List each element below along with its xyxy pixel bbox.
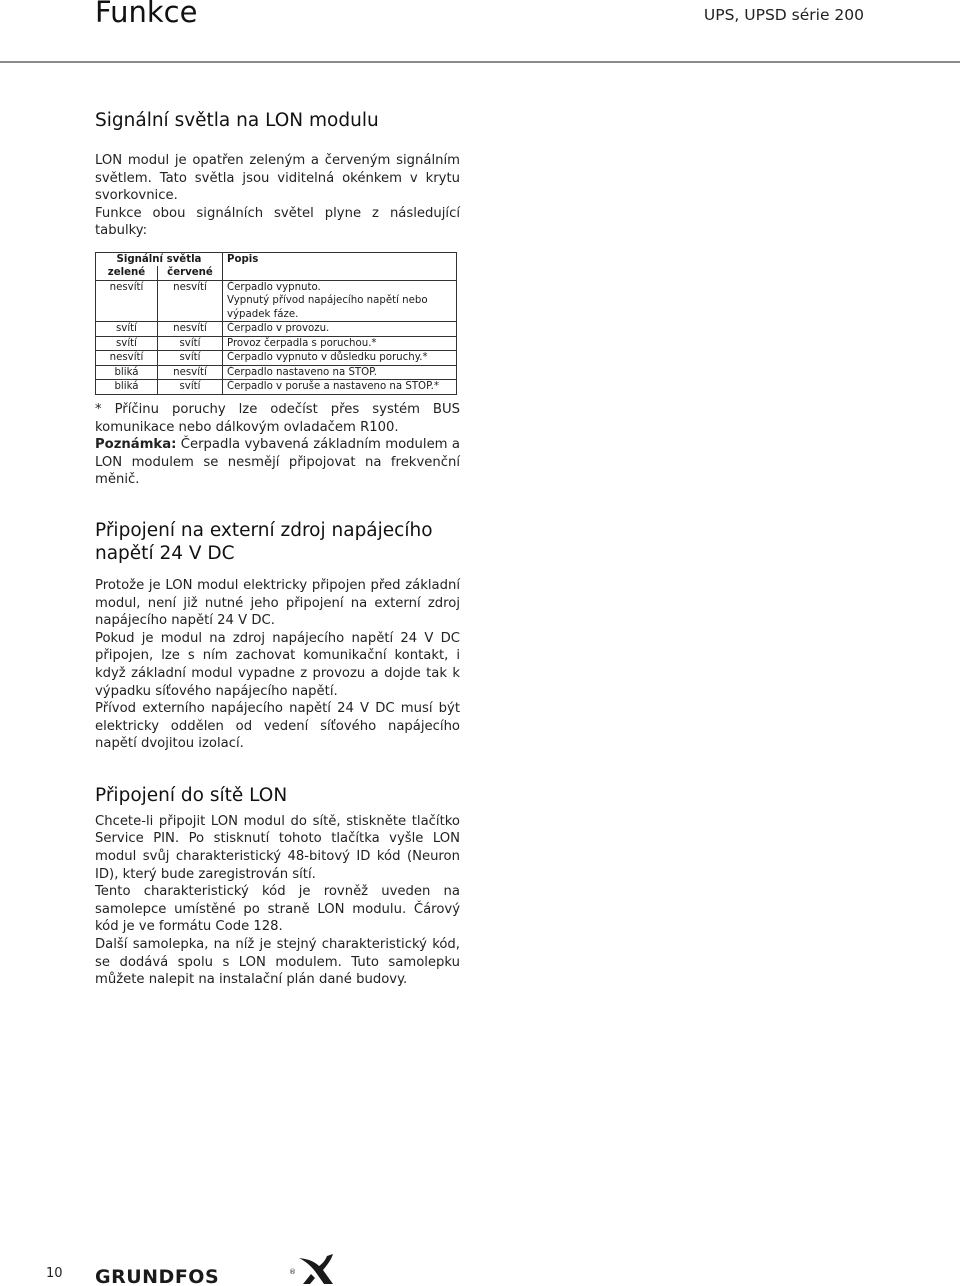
grundfos-logo: [95, 1250, 335, 1286]
section3-paragraph: Chcete-li připojit LON modul do sítě, stiskněte tlačítko Service PIN. Po stisknutí tohoto tlačítka vyšle LON modul svůj charakteristický 48-bitový ID kód (Neuron ID), který bude zaregistrován sítí.: [95, 813, 460, 882]
table-cell-green: svítí: [96, 322, 158, 337]
table-cell-description: Provoz čerpadla s poruchou.*: [223, 336, 457, 351]
table-header-green: zelené: [96, 266, 158, 280]
table-cell-red: svítí: [158, 336, 223, 351]
signal-lights-table: [95, 252, 457, 395]
table-row: [96, 365, 457, 380]
table-footnote: * Příčinu poruchy lze odečíst přes systém BUS komunikace nebo dálkovým ovladačem R100.: [95, 401, 460, 435]
grundfos-x-icon: [299, 1254, 333, 1284]
table-row: [96, 380, 457, 395]
table-cell-red: nesvítí: [158, 322, 223, 337]
section2-paragraph: Pokud je modul na zdroj napájecího napětí 24 V DC připojen, lze s ním zachovat komunikační kontakt, i když základní modul vypadne z provozu a dojde tak k výpadku síťového napájecího napětí.: [95, 630, 460, 699]
table-cell-green: bliká: [96, 365, 158, 380]
table-cell-description: Čerpadlo vypnuto v důsledku poruchy.*: [223, 351, 457, 366]
logo-registered-mark: ®: [289, 1268, 296, 1276]
note-label: Poznámka:: [95, 437, 177, 453]
note-text: Čerpadla vybavená základním modulem a LON modulem se nesmějí připojovat na frekvenční měnič.: [95, 437, 460, 488]
series-label: UPS, UPSD série 200: [703, 6, 864, 24]
section-title-external-supply: Připojení na externí zdroj napájecího napětí 24 V DC: [95, 519, 433, 564]
table-cell-description: Čerpadlo v provozu.: [223, 322, 457, 337]
main-content: [95, 106, 460, 989]
table-cell-red: svítí: [158, 351, 223, 366]
section-title-signal-lights: Signální světla na LON modulu: [95, 110, 379, 131]
table-cell-description: Čerpadlo vypnuto. Vypnutý přívod napájecího napětí nebo výpadek fáze.: [223, 280, 457, 322]
table-cell-red: svítí: [158, 380, 223, 395]
section1-paragraph: LON modul je opatřen zeleným a červeným signálním světlem. Tato světla jsou viditelná okénkem v krytu svorkovnice.: [95, 153, 460, 204]
page-number: 10: [46, 1266, 63, 1281]
table-row: [96, 280, 457, 322]
section-title-lon-network: Připojení do sítě LON: [95, 784, 288, 806]
page-title: Funkce: [95, 0, 198, 29]
table-cell-green: bliká: [96, 380, 158, 395]
table-header-signal-lights: Signální světla: [96, 252, 223, 266]
table-cell-description: Čerpadlo v poruše a nastaveno na STOP.*: [223, 380, 457, 395]
logo-text: GRUNDFOS: [95, 1266, 220, 1286]
section2-paragraph: Protože je LON modul elektricky připojen před základní modul, není již nutné jeho připojení na externí zdroj napájecího napětí 24 V DC.: [95, 577, 460, 629]
table-header-red: červené: [158, 266, 223, 280]
table-row: [96, 322, 457, 337]
section1-paragraph: Funkce obou signálních světel plyne z následující tabulky:: [95, 205, 460, 239]
table-row: [96, 336, 457, 351]
table-row: [96, 351, 457, 366]
section2-paragraph: Přívod externího napájecího napětí 24 V DC musí být elektricky oddělen od vedení síťového napájecího napětí dvojitou izolací.: [95, 701, 460, 752]
table-cell-red: nesvítí: [158, 365, 223, 380]
note: [95, 436, 460, 489]
header-divider: [0, 61, 960, 63]
table-cell-green: nesvítí: [96, 280, 158, 322]
table-cell-red: nesvítí: [158, 280, 223, 322]
table-cell-green: svítí: [96, 336, 158, 351]
table-header-description: Popis: [227, 253, 259, 265]
section3-paragraph: Tento charakteristický kód je rovněž uveden na samolepce umístěné po straně LON modulu. Čárový kód je ve formátu Code 128.: [95, 884, 460, 935]
section3-paragraph: Další samolepka, na níž je stejný charakteristický kód, se dodává spolu s LON modulem. Tuto samolepku můžete nalepit na instalační plán dané budovy.: [95, 937, 460, 988]
table-cell-green: nesvítí: [96, 351, 158, 366]
table-cell-description: Čerpadlo nastaveno na STOP.: [223, 365, 457, 380]
